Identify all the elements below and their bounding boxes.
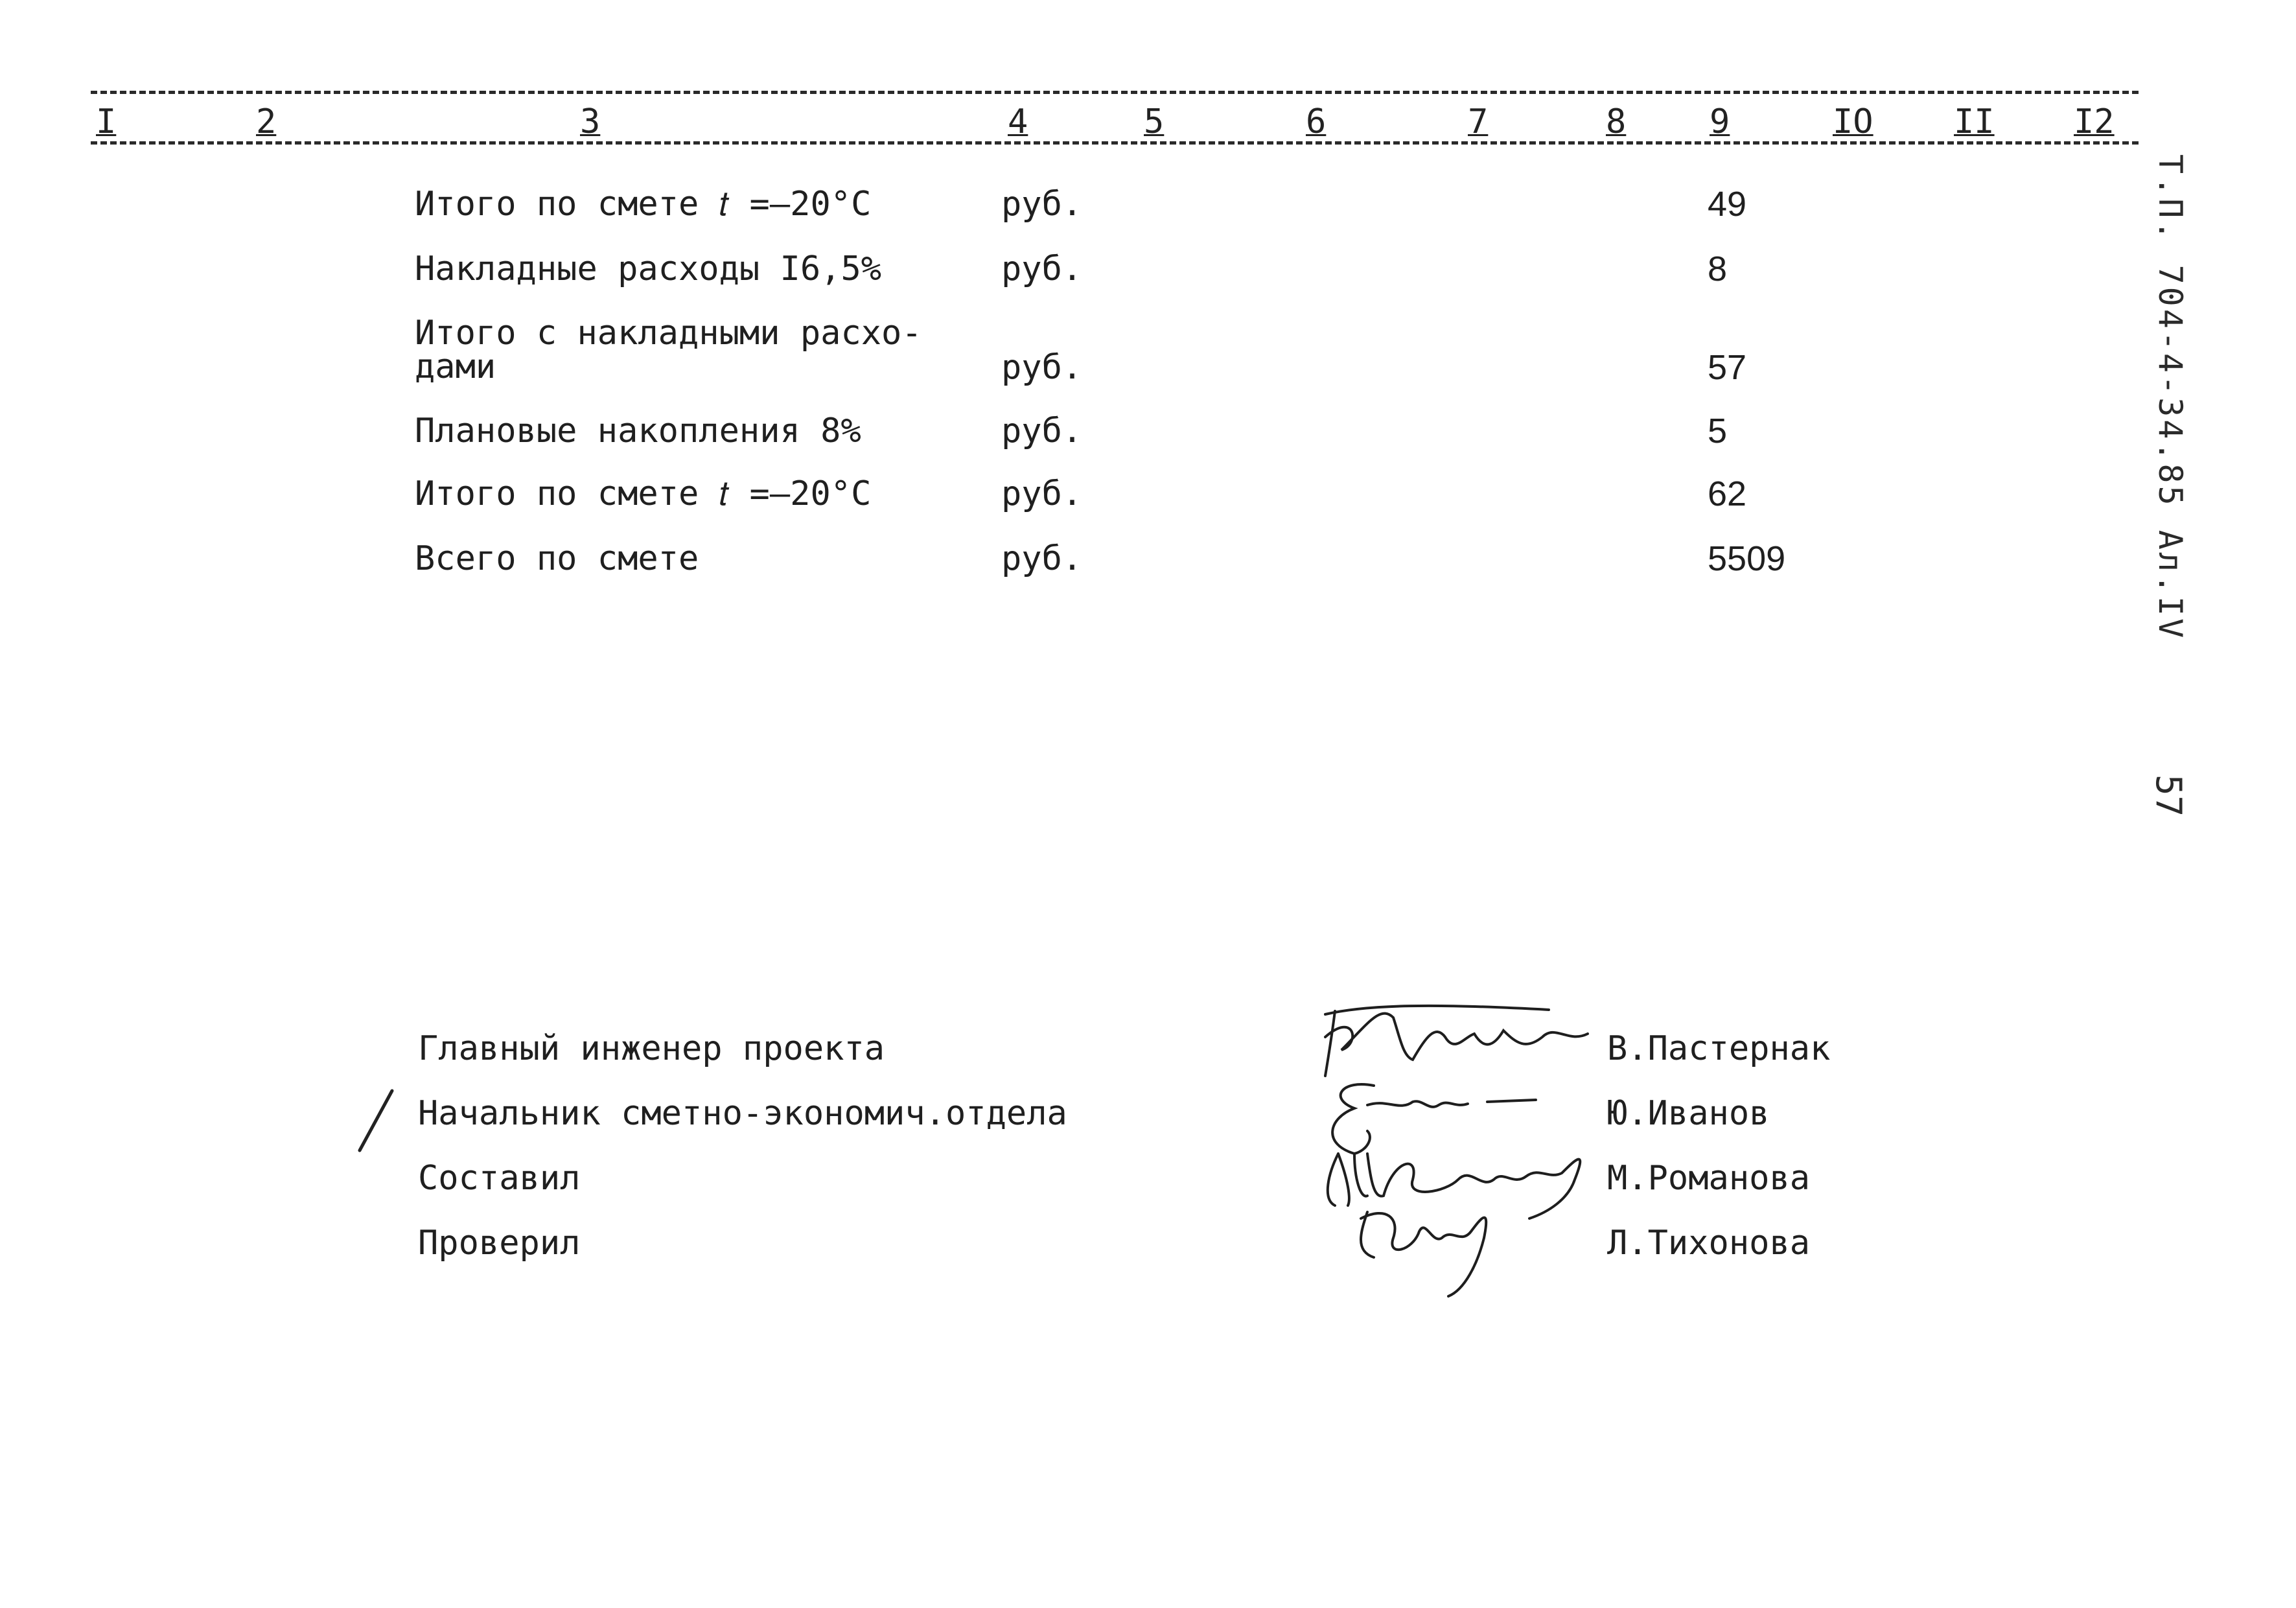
column-number: 4 — [1008, 102, 1028, 141]
estimate-row — [0, 187, 2139, 245]
signature-role: Главный инженер проекта — [418, 1029, 885, 1068]
header-rule-top — [91, 91, 2139, 94]
estimate-row — [0, 251, 2139, 310]
estimate-row-value: 8 — [1708, 250, 1728, 288]
document-code: Т.П. 704-4-34.85 Ал.IV — [2151, 154, 2189, 641]
estimate-row-label: Накладные расходы I6,5% — [415, 250, 882, 288]
signatory-name: Ю.Иванов — [1607, 1094, 1770, 1133]
signature-row — [0, 1095, 2139, 1154]
handwritten-signature — [1316, 1193, 1536, 1303]
estimate-row-unit: руб. — [1001, 185, 1083, 224]
signature-row — [0, 1225, 2139, 1283]
signature-row — [0, 1160, 2139, 1218]
signature-role: Начальник сметно-экономич.отдела — [418, 1094, 1067, 1133]
signatory-name: Л.Тихонова — [1607, 1224, 1811, 1263]
estimate-row-unit: руб. — [1001, 348, 1083, 387]
estimate-row-unit: руб. — [1001, 250, 1083, 288]
estimate-row — [0, 414, 2139, 472]
handwritten-signature — [1316, 998, 1607, 1082]
signature-role: Составил — [418, 1159, 581, 1198]
estimate-row-label: Всего по смете — [415, 539, 699, 578]
estimate-row-label: Итого по смете 𝑡 =–20°С — [415, 185, 872, 224]
column-number: 6 — [1306, 102, 1327, 141]
signatory-name: В.Пастернак — [1607, 1029, 1831, 1068]
sheet-number-stamp — [2148, 775, 2190, 839]
estimate-row-value: 5 — [1708, 412, 1728, 450]
column-number: I2 — [2074, 102, 2115, 141]
estimate-row-value: 5509 — [1708, 539, 1786, 578]
column-number: I — [96, 102, 117, 141]
column-number: 3 — [580, 102, 601, 141]
sheet-number: 57 — [2148, 775, 2189, 817]
signature-role: Проверил — [418, 1224, 581, 1263]
estimate-row-value: 57 — [1708, 348, 1747, 387]
estimate-row-value: 62 — [1708, 474, 1747, 513]
estimate-row-label: Плановые накопления 8% — [415, 412, 861, 450]
estimate-row-unit: руб. — [1001, 412, 1083, 450]
column-number: 7 — [1468, 102, 1489, 141]
estimate-row-value: 49 — [1708, 185, 1747, 224]
estimate-row-label: Итого с накладными расхо- дами — [415, 314, 922, 386]
column-number: II — [1954, 102, 1995, 141]
estimate-row — [0, 476, 2139, 535]
estimate-row — [0, 541, 2139, 600]
column-number: 9 — [1710, 102, 1730, 141]
column-number: IO — [1833, 102, 1873, 141]
estimate-row-label: Итого по смете 𝑡 =–20°С — [415, 474, 872, 513]
column-number: 2 — [256, 102, 277, 141]
signatory-name: М.Романова — [1607, 1159, 1811, 1198]
document-code-stamp — [2151, 154, 2190, 641]
column-number: 5 — [1144, 102, 1165, 141]
signature-row — [0, 1031, 2139, 1089]
column-number: 8 — [1606, 102, 1627, 141]
header-rule-bottom — [91, 141, 2139, 145]
estimate-row — [0, 316, 2139, 414]
estimate-row-unit: руб. — [1001, 474, 1083, 513]
estimate-row-unit: руб. — [1001, 539, 1083, 578]
